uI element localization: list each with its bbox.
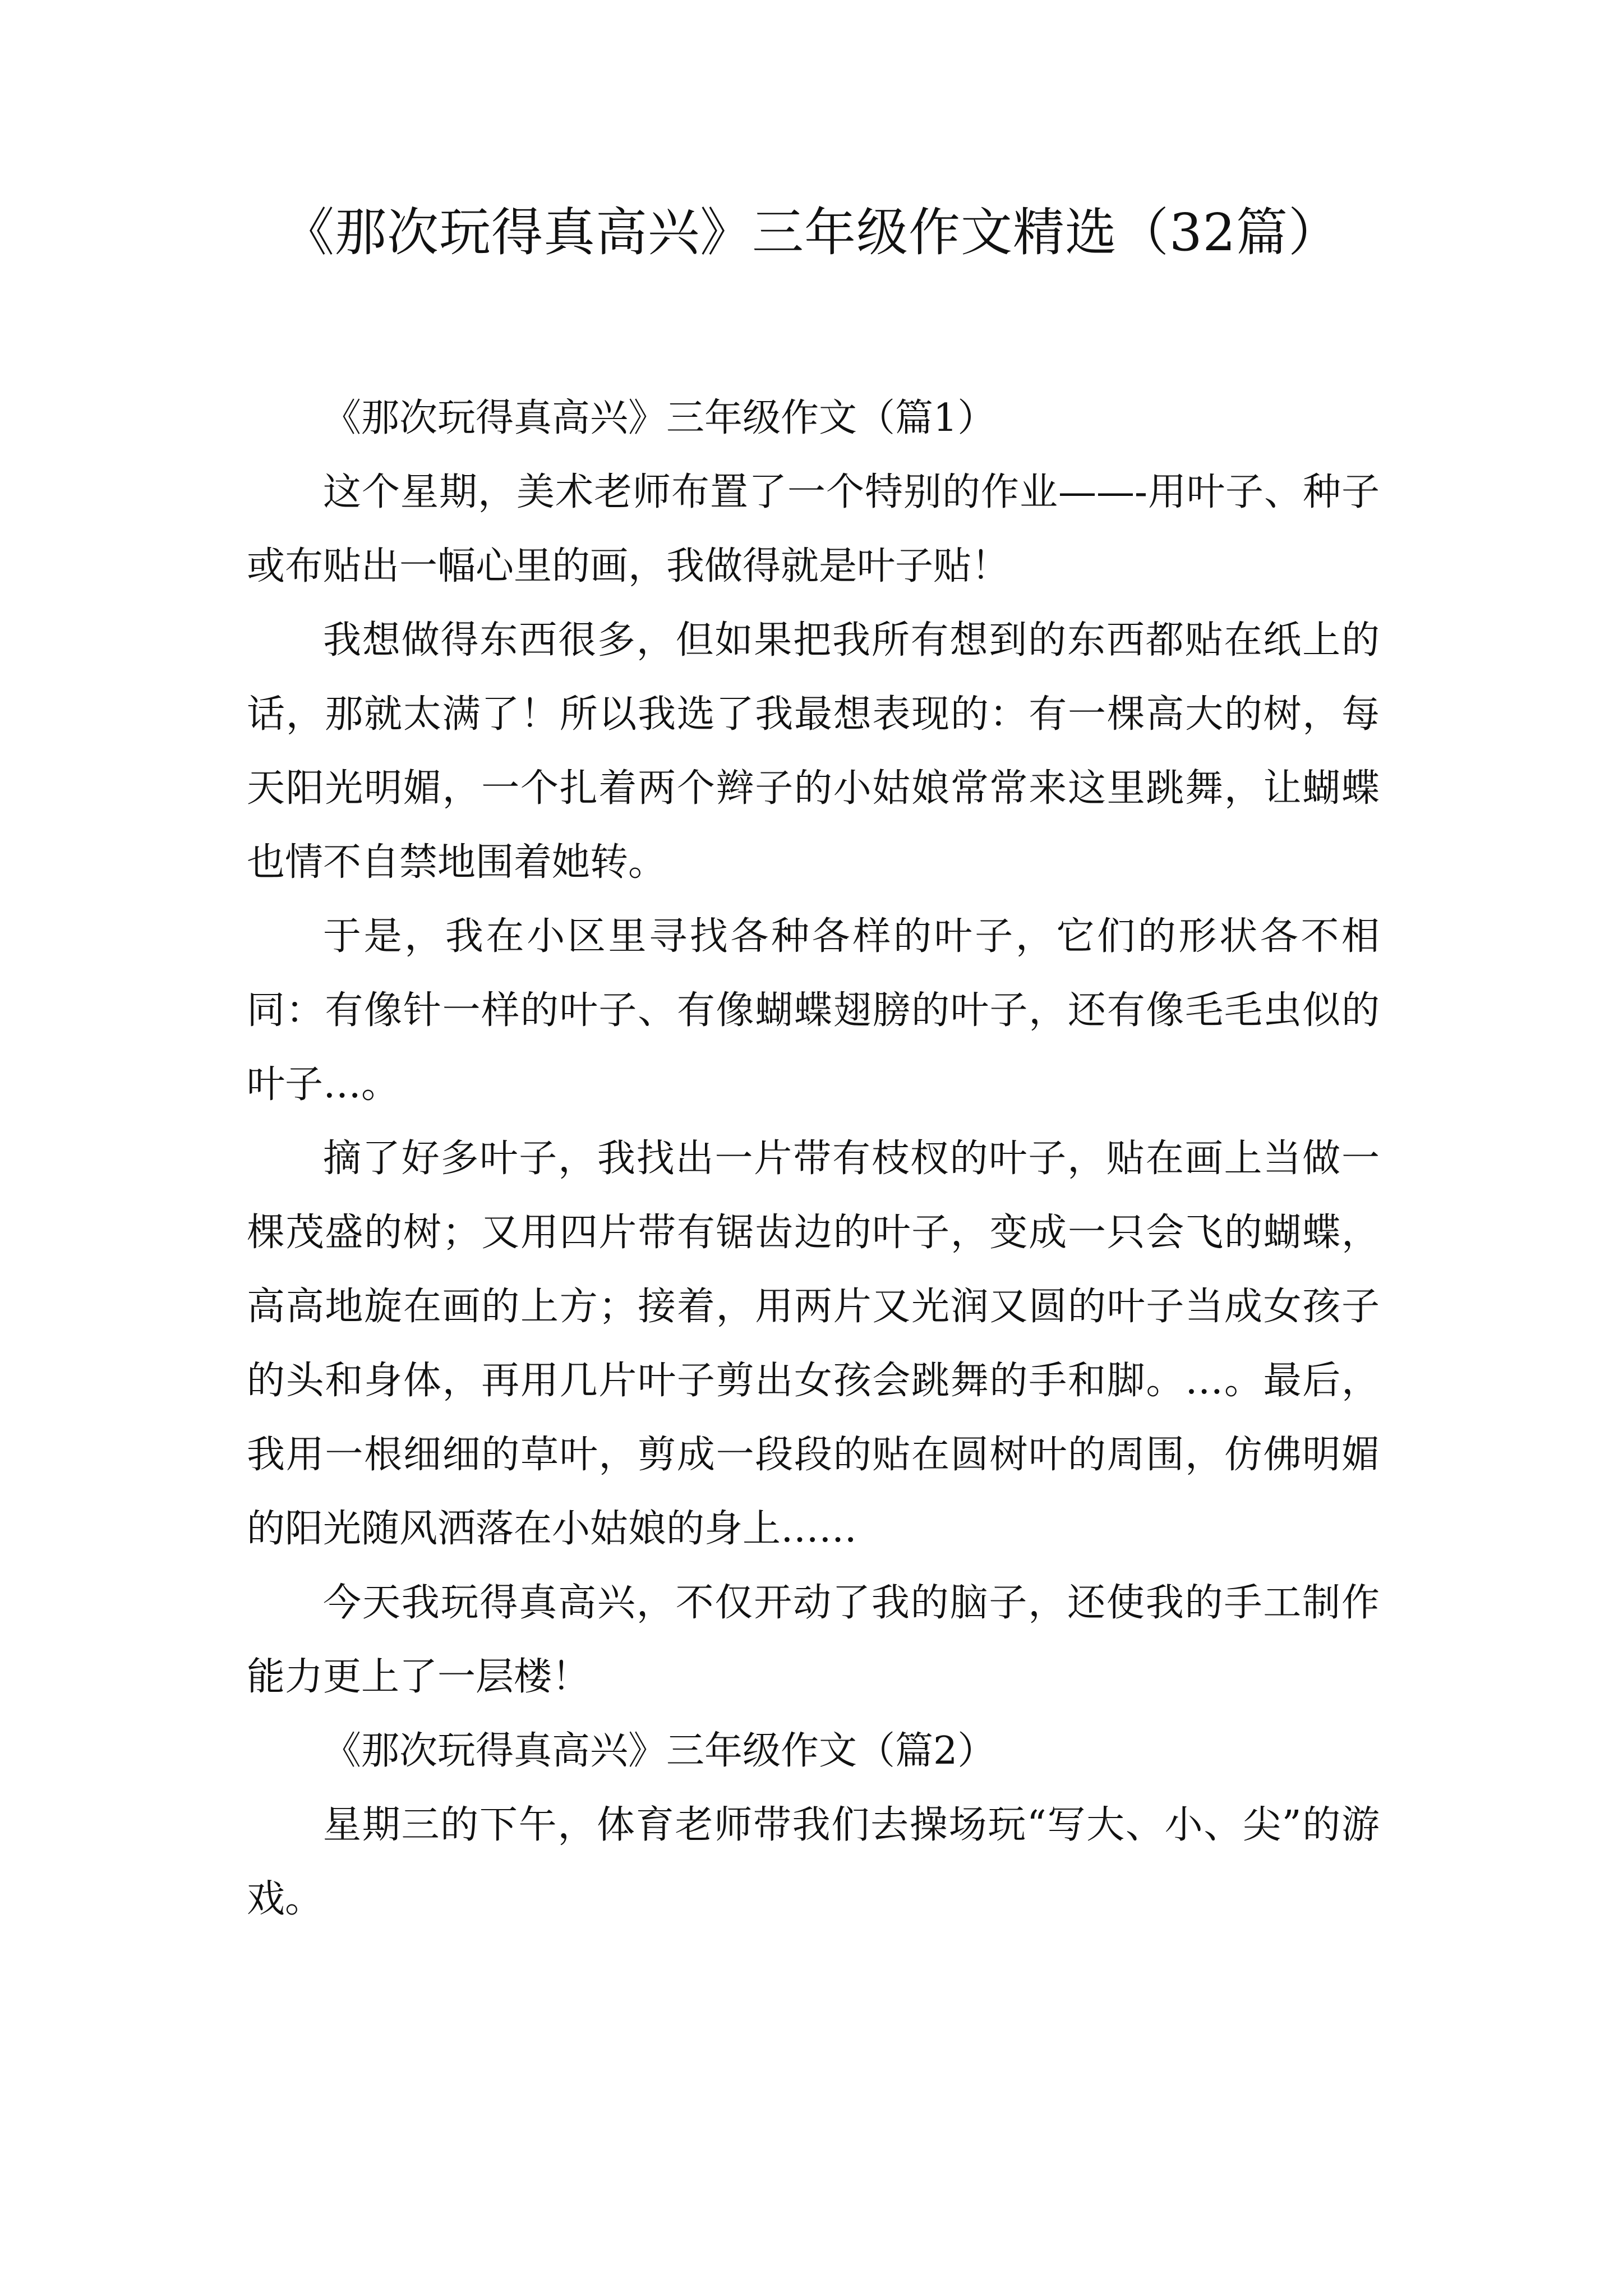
paragraph: 于是，我在小区里寻找各种各样的叶子，它们的形状各不相同：有像针一样的叶子、有像蝴蝶翅膀的叶子，还有像毛毛虫似的叶子…。 <box>247 914 1380 1107</box>
document-body <box>247 381 1380 1936</box>
paragraph: 星期三的下午，体育老师带我们去操场玩“写大、小、尖”的游戏。 <box>247 1803 1380 1921</box>
paragraph: 今天我玩得真高兴，不仅开动了我的脑子，还使我的手工制作能力更上了一层楼！ <box>247 1581 1380 1699</box>
paragraph: 我想做得东西很多，但如果把我所有想到的东西都贴在纸上的话，那就太满了！所以我选了我最想表现的：有一棵高大的树，每天阳光明媚，一个扎着两个辫子的小姑娘常常来这里跳舞，让蝴蝶也情不自禁地围着她转。 <box>247 618 1380 885</box>
paragraph: 这个星期，美术老师布置了一个特别的作业——-用叶子、种子或布贴出一幅心里的画，我做得就是叶子贴！ <box>247 470 1380 588</box>
section-heading: 《那次玩得真高兴》三年级作文（篇1） <box>323 396 996 440</box>
document-title: 《那次玩得真高兴》三年级作文精选（32篇） <box>282 203 1341 263</box>
paragraph: 摘了好多叶子，我找出一片带有枝杈的叶子，贴在画上当做一棵茂盛的树；又用四片带有锯齿边的叶子，变成一只会飞的蝴蝶，高高地旋在画的上方；接着，用两片又光润又圆的叶子当成女孩子的头和身体，再用几片叶子剪出女孩会跳舞的手和脚。…。最后，我用一根细细的草叶，剪成一段段的贴在圆树叶的周围，仿佛明媚的阳光随风洒落在小姑娘的身上…… <box>247 1137 1380 1551</box>
section-heading: 《那次玩得真高兴》三年级作文（篇2） <box>323 1729 996 1773</box>
